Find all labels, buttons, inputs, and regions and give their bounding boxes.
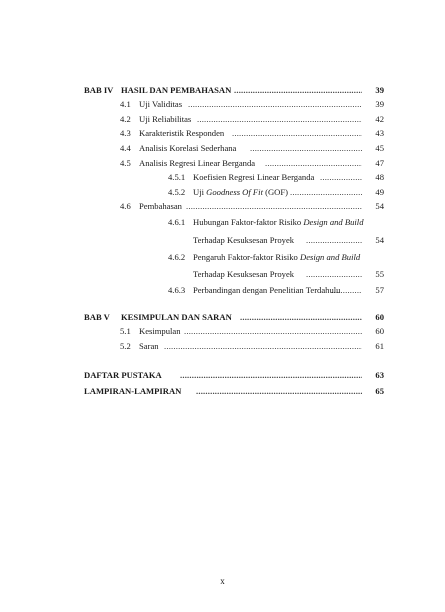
- toc-subsection-4-5-1[interactable]: [0, 171, 445, 183]
- section-number: 4.1: [120, 99, 131, 109]
- page-ref: 63: [375, 370, 384, 380]
- subsection-number: 4.5.2: [168, 187, 186, 197]
- page-ref: 57: [375, 285, 384, 295]
- section-number: 5.2: [120, 341, 131, 351]
- page-ref: 65: [375, 386, 384, 396]
- toc-chapter-4[interactable]: [0, 84, 445, 96]
- page-ref: 47: [375, 158, 384, 168]
- page-number: x: [220, 576, 225, 586]
- page-ref: 60: [375, 312, 384, 322]
- page-ref: 49: [375, 187, 384, 197]
- dot-leader: [186, 200, 362, 212]
- page-ref: 54: [375, 201, 384, 211]
- section-title: Analisis Regresi Linear Berganda: [139, 158, 256, 168]
- dot-leader: [306, 234, 362, 246]
- dot-leader: [188, 98, 362, 110]
- title-italic-text: Design and Build: [300, 252, 361, 262]
- page-ref: 42: [375, 114, 384, 124]
- dot-leader: [180, 369, 362, 381]
- toc-daftar-pustaka[interactable]: [0, 369, 445, 381]
- subsection-number: 4.6.2: [168, 252, 186, 262]
- dot-leader: [265, 157, 362, 169]
- chapter-label: BAB IV: [84, 85, 114, 95]
- dot-leader: [306, 268, 362, 280]
- toc-subsection-4-6-2-cont[interactable]: [0, 268, 445, 280]
- title-italic-text: Goodness Of Fit: [206, 187, 263, 197]
- page-ref: 55: [375, 269, 384, 279]
- page-ref: 61: [375, 341, 384, 351]
- chapter-title: LAMPIRAN-LAMPIRAN: [84, 386, 182, 396]
- toc-section-4-5[interactable]: [0, 157, 445, 169]
- section-number: 5.1: [120, 326, 131, 336]
- toc-chapter-5[interactable]: [0, 311, 445, 323]
- chapter-title: KESIMPULAN DAN SARAN: [121, 312, 232, 322]
- subsection-title: Perbandingan dengan Penelitian Terdahulu: [193, 285, 341, 295]
- toc-section-4-6[interactable]: [0, 200, 445, 212]
- page-ref: 48: [375, 172, 384, 182]
- dot-leader: [240, 311, 362, 323]
- section-title: Karakteristik Responden: [139, 128, 225, 138]
- toc-subsection-4-6-1-cont[interactable]: [0, 234, 445, 246]
- chapter-title: DAFTAR PUSTAKA: [84, 370, 162, 380]
- subsection-title-line2: Terhadap Kesuksesan Proyek: [193, 235, 295, 245]
- toc-subsection-4-6-2[interactable]: [0, 251, 445, 263]
- subsection-title: [193, 251, 360, 263]
- section-title: Kesimpulan: [139, 326, 181, 336]
- dot-leader: [320, 171, 362, 183]
- toc-subsection-4-6-3[interactable]: [0, 284, 445, 296]
- dot-leader: [197, 113, 362, 125]
- toc-section-4-1[interactable]: [0, 98, 445, 110]
- section-number: 4.2: [120, 114, 131, 124]
- chapter-title: HASIL DAN PEMBAHASAN: [121, 85, 232, 95]
- page-ref: 60: [375, 326, 384, 336]
- subsection-title: [193, 216, 364, 228]
- subsection-number: 4.5.1: [168, 172, 186, 182]
- section-title: Pembahasan: [139, 201, 182, 211]
- title-text: Pengaruh Faktor-faktor Risiko: [193, 252, 300, 262]
- page-ref: 45: [375, 143, 384, 153]
- toc-subsection-4-6-1[interactable]: [0, 216, 445, 228]
- section-number: 4.3: [120, 128, 131, 138]
- title-text: (GOF): [262, 187, 289, 197]
- section-title: Uji Reliabilitas: [139, 114, 192, 124]
- page-ref: 39: [375, 85, 384, 95]
- section-number: 4.5: [120, 158, 131, 168]
- toc-section-5-1[interactable]: [0, 325, 445, 337]
- toc-subsection-4-5-2[interactable]: [0, 186, 445, 198]
- dot-leader: [290, 186, 362, 198]
- section-title: Saran: [139, 341, 159, 351]
- dot-leader: [250, 142, 362, 154]
- toc-lampiran[interactable]: [0, 385, 445, 397]
- dot-leader: [331, 284, 362, 296]
- toc-section-4-2[interactable]: [0, 113, 445, 125]
- subsection-title: Koefisien Regresi Linear Berganda: [193, 172, 315, 182]
- dot-leader: [184, 325, 362, 337]
- page-ref: 43: [375, 128, 384, 138]
- dot-leader: [164, 340, 362, 352]
- title-italic-text: Design and Build: [303, 217, 364, 227]
- title-text: Uji: [193, 187, 207, 197]
- toc-section-4-3[interactable]: [0, 127, 445, 139]
- section-title: Analisis Korelasi Sederhana: [139, 143, 237, 153]
- toc-section-4-4[interactable]: [0, 142, 445, 154]
- page-ref: 39: [375, 99, 384, 109]
- section-title: Uji Validitas: [139, 99, 183, 109]
- toc-section-5-2[interactable]: [0, 340, 445, 352]
- page-ref: 54: [375, 235, 384, 245]
- dot-leader: [232, 127, 362, 139]
- section-number: 4.4: [120, 143, 131, 153]
- dot-leader: [196, 385, 362, 397]
- subsection-title: [193, 186, 288, 198]
- subsection-number: 4.6.3: [168, 285, 186, 295]
- subsection-number: 4.6.1: [168, 217, 186, 227]
- section-number: 4.6: [120, 201, 131, 211]
- subsection-title-line2: Terhadap Kesuksesan Proyek: [193, 269, 295, 279]
- chapter-label: BAB V: [84, 312, 110, 322]
- dot-leader: [234, 84, 362, 96]
- title-text: Hubungan Faktor-faktor Risiko: [193, 217, 304, 227]
